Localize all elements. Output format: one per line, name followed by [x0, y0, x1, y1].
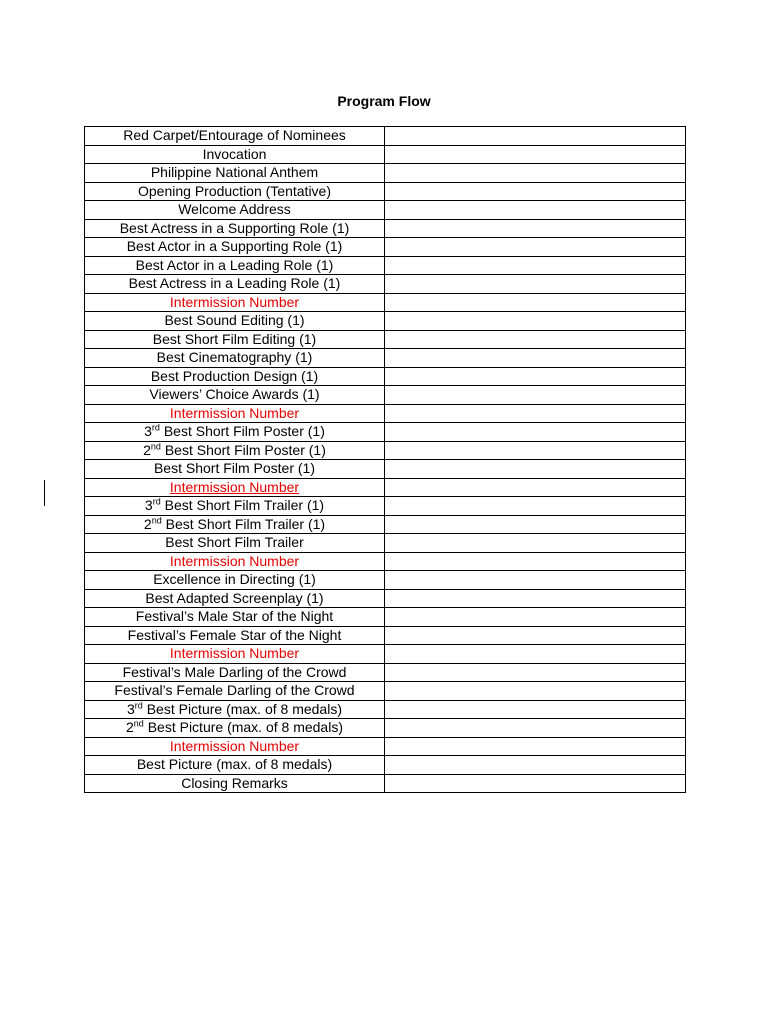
- notes-cell: [385, 497, 686, 516]
- program-item-cell: [85, 589, 385, 608]
- table-row: [85, 349, 686, 368]
- table-row: [85, 534, 686, 553]
- program-item-text: Best Adapted Screenplay (1): [145, 589, 324, 606]
- text-cursor: [44, 480, 45, 506]
- notes-cell: [385, 534, 686, 553]
- program-item-cell: [85, 164, 385, 183]
- table-row: [85, 756, 686, 775]
- notes-cell: [385, 552, 686, 571]
- program-flow-body: [85, 127, 686, 793]
- program-item-text: Closing Remarks: [181, 774, 288, 791]
- program-item-cell: [85, 256, 385, 275]
- program-item-cell: [85, 330, 385, 349]
- program-item-text: 3: [144, 497, 153, 514]
- notes-cell: [385, 774, 686, 793]
- table-row: [85, 441, 686, 460]
- notes-cell: [385, 145, 686, 164]
- notes-cell: [385, 719, 686, 738]
- program-item-cell: [85, 127, 385, 146]
- program-item-cell: [85, 478, 385, 497]
- notes-cell: [385, 423, 686, 442]
- program-item-text: Best Actor in a Leading Role (1): [135, 256, 334, 273]
- table-row: [85, 515, 686, 534]
- table-row: [85, 145, 686, 164]
- notes-cell: [385, 293, 686, 312]
- table-row: [85, 460, 686, 479]
- notes-cell: [385, 663, 686, 682]
- ordinal-suffix: rd: [151, 422, 160, 433]
- program-item-cell: [85, 497, 385, 516]
- program-item-text: Viewers’ Choice Awards (1): [149, 386, 320, 403]
- program-item-cell: [85, 238, 385, 257]
- ordinal-suffix: nd: [150, 441, 161, 452]
- table-row: [85, 682, 686, 701]
- table-row: [85, 497, 686, 516]
- table-row: [85, 238, 686, 257]
- program-item-cell: [85, 737, 385, 756]
- notes-cell: [385, 645, 686, 664]
- program-item-cell: [85, 423, 385, 442]
- program-item-text: 3: [127, 700, 135, 717]
- program-item-cell: [85, 700, 385, 719]
- ordinal-suffix: nd: [151, 515, 162, 526]
- program-item-text: Best Short Film Poster (1): [153, 460, 316, 477]
- table-row: [85, 330, 686, 349]
- program-item-cell: [85, 219, 385, 238]
- program-item-text: Best Short Film Trailer: [165, 534, 304, 551]
- program-item-text: Best Actress in a Supporting Role (1): [119, 219, 350, 236]
- table-row: [85, 164, 686, 183]
- program-item-cell: [85, 349, 385, 368]
- notes-cell: [385, 404, 686, 423]
- notes-cell: [385, 164, 686, 183]
- notes-cell: [385, 608, 686, 627]
- program-item-cell: [85, 515, 385, 534]
- program-item-text: Intermission Number: [169, 293, 300, 310]
- program-item-cell: [85, 534, 385, 553]
- table-row: [85, 256, 686, 275]
- notes-cell: [385, 386, 686, 405]
- table-row: [85, 774, 686, 793]
- program-item-text: Philippine National Anthem: [150, 164, 319, 181]
- table-row: [85, 423, 686, 442]
- program-item-text-rest: Best Picture (max. of 8 medals): [142, 700, 342, 717]
- program-item-cell: [85, 774, 385, 793]
- program-item-cell: [85, 719, 385, 738]
- table-row: [85, 386, 686, 405]
- notes-cell: [385, 460, 686, 479]
- ordinal-suffix: rd: [134, 700, 143, 711]
- program-item-cell: [85, 571, 385, 590]
- program-item-cell: [85, 441, 385, 460]
- notes-cell: [385, 312, 686, 331]
- program-item-cell: [85, 275, 385, 294]
- notes-cell: [385, 626, 686, 645]
- table-row: [85, 312, 686, 331]
- program-item-text: Excellence in Directing (1): [153, 571, 316, 588]
- table-row: [85, 552, 686, 571]
- notes-cell: [385, 275, 686, 294]
- notes-cell: [385, 182, 686, 201]
- program-item-text-rest: Best Picture (max. of 8 medals): [143, 719, 343, 736]
- table-row: [85, 219, 686, 238]
- program-item-text: Best Picture (max. of 8 medals): [136, 756, 333, 773]
- program-item-text: Best Cinematography (1): [156, 349, 313, 366]
- notes-cell: [385, 367, 686, 386]
- program-item-cell: [85, 201, 385, 220]
- ordinal-suffix: nd: [133, 718, 144, 729]
- program-item-cell: [85, 312, 385, 331]
- program-item-text: Invocation: [202, 145, 267, 162]
- program-item-text: 2: [126, 719, 134, 736]
- program-item-text: Festival’s Male Darling of the Crowd: [122, 663, 347, 680]
- notes-cell: [385, 515, 686, 534]
- program-item-text: 2: [143, 515, 152, 532]
- program-item-text: Intermission Number: [169, 737, 300, 754]
- notes-cell: [385, 756, 686, 775]
- program-item-text: Best Sound Editing (1): [164, 312, 305, 329]
- notes-cell: [385, 330, 686, 349]
- program-item-cell: [85, 145, 385, 164]
- program-item-text: Best Actor in a Supporting Role (1): [126, 238, 343, 255]
- notes-cell: [385, 349, 686, 368]
- program-item-text: Festival’s Female Star of the Night: [127, 626, 342, 643]
- program-item-cell: [85, 404, 385, 423]
- program-item-text: Festival’s Female Darling of the Crowd: [114, 682, 355, 699]
- program-item-text: Opening Production (Tentative): [138, 182, 331, 199]
- table-row: [85, 645, 686, 664]
- notes-cell: [385, 478, 686, 497]
- notes-cell: [385, 682, 686, 701]
- table-row: [85, 367, 686, 386]
- table-row: [85, 127, 686, 146]
- ordinal-suffix: rd: [152, 496, 161, 507]
- program-item-text-rest: Best Short Film Trailer (1): [160, 497, 325, 514]
- program-item-cell: [85, 552, 385, 571]
- program-item-text: Festival’s Male Star of the Night: [135, 608, 334, 625]
- notes-cell: [385, 589, 686, 608]
- table-row: [85, 275, 686, 294]
- program-item-text: 2: [143, 441, 151, 458]
- table-row: [85, 589, 686, 608]
- page-title: Program Flow: [337, 93, 431, 109]
- program-item-text: Red Carpet/Entourage of Nominees: [123, 127, 346, 144]
- notes-cell: [385, 737, 686, 756]
- program-item-cell: [85, 293, 385, 312]
- program-item-text: Welcome Address: [178, 201, 291, 218]
- program-item-cell: [85, 645, 385, 664]
- program-item-cell: [85, 682, 385, 701]
- program-item-cell: [85, 608, 385, 627]
- table-row: [85, 182, 686, 201]
- program-item-text: 3: [144, 423, 152, 440]
- notes-cell: [385, 219, 686, 238]
- table-row: [85, 737, 686, 756]
- table-row: [85, 700, 686, 719]
- program-item-text: Intermission Number: [169, 552, 300, 569]
- program-item-text: Best Short Film Editing (1): [152, 330, 317, 347]
- program-item-cell: [85, 367, 385, 386]
- notes-cell: [385, 127, 686, 146]
- program-item-text: Best Production Design (1): [150, 367, 319, 384]
- table-row: [85, 293, 686, 312]
- notes-cell: [385, 256, 686, 275]
- program-item-text-rest: Best Short Film Trailer (1): [161, 515, 326, 532]
- program-item-cell: [85, 460, 385, 479]
- notes-cell: [385, 238, 686, 257]
- program-item-text-rest: Best Short Film Poster (1): [159, 423, 325, 440]
- program-item-text: Best Actress in a Leading Role (1): [128, 275, 341, 292]
- program-item-text: Intermission Number: [169, 478, 300, 495]
- table-row: [85, 626, 686, 645]
- table-row: [85, 663, 686, 682]
- table-row: [85, 608, 686, 627]
- table-row: [85, 719, 686, 738]
- program-item-text: Intermission Number: [169, 404, 300, 421]
- program-item-cell: [85, 756, 385, 775]
- program-item-cell: [85, 663, 385, 682]
- program-flow-table: [84, 126, 686, 793]
- notes-cell: [385, 441, 686, 460]
- program-item-text-rest: Best Short Film Poster (1): [160, 441, 326, 458]
- program-item-text: Intermission Number: [169, 645, 300, 662]
- table-row: [85, 404, 686, 423]
- table-row: [85, 478, 686, 497]
- program-item-cell: [85, 182, 385, 201]
- table-row: [85, 201, 686, 220]
- notes-cell: [385, 571, 686, 590]
- notes-cell: [385, 201, 686, 220]
- notes-cell: [385, 700, 686, 719]
- table-row: [85, 571, 686, 590]
- program-item-cell: [85, 626, 385, 645]
- program-item-cell: [85, 386, 385, 405]
